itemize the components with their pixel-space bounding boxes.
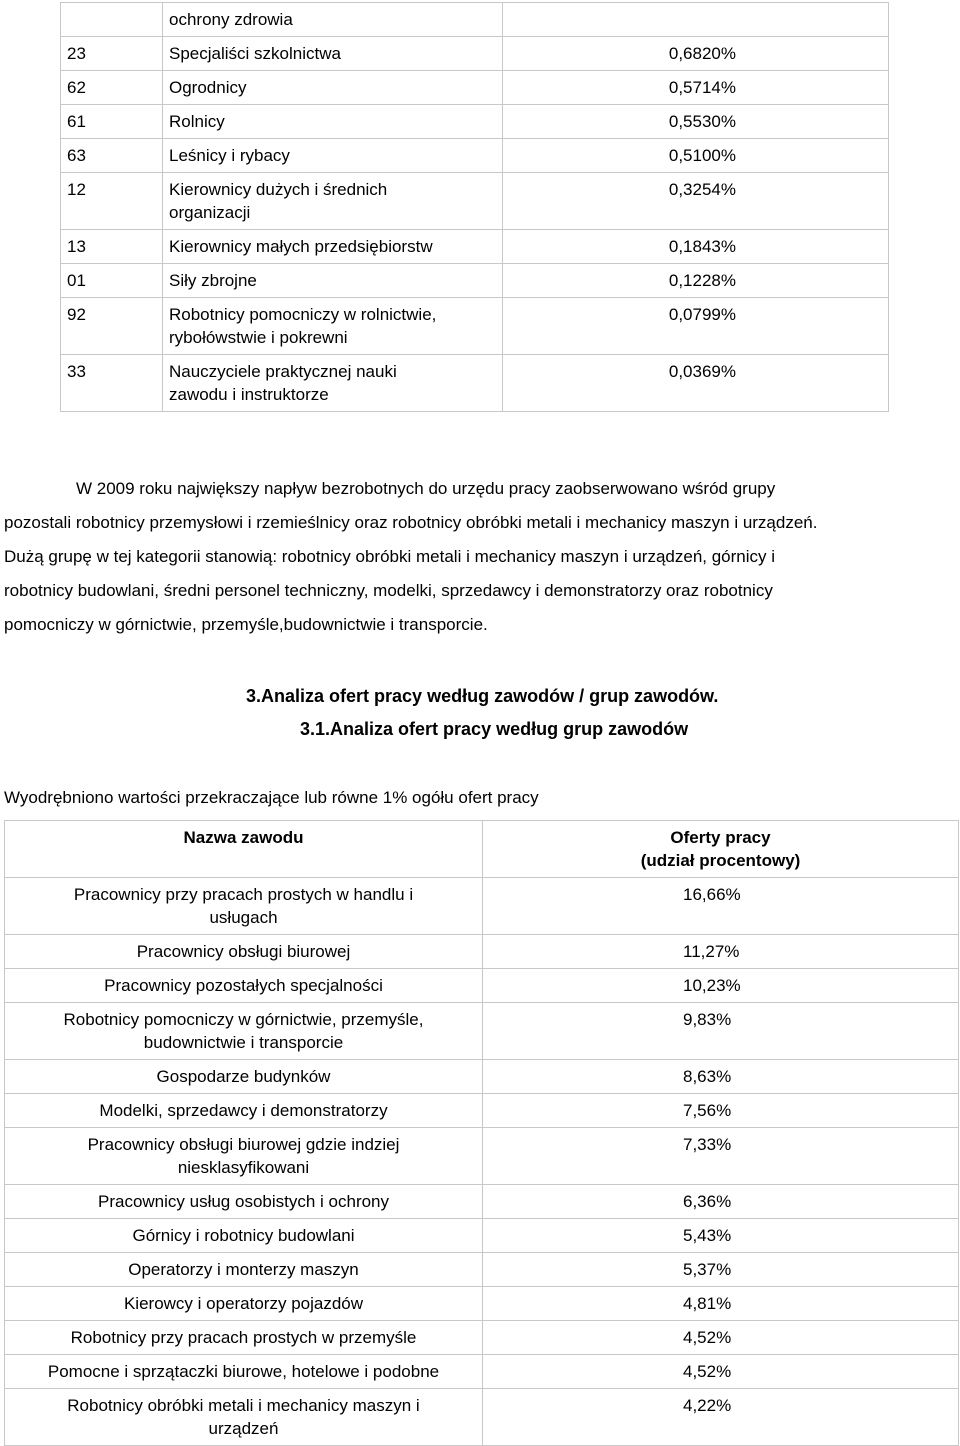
header-line: (udział procentowy): [640, 851, 801, 870]
occupation-code: 12: [61, 173, 163, 230]
occupation-name: [163, 173, 503, 230]
occupation-line: urządzeń: [208, 1419, 279, 1438]
table-row: [5, 1321, 959, 1355]
offer-share: 11,27%: [483, 935, 959, 969]
table-row: [5, 878, 959, 935]
table-row: [61, 105, 889, 139]
table-row: [5, 1355, 959, 1389]
occupation-percent: 0,5530%: [503, 105, 889, 139]
paragraph-line: W 2009 roku największy napływ bezrobotnych do urzędu pracy zaobserwowano wśród grupy: [76, 479, 776, 498]
occupation-percent: 0,0799%: [503, 298, 889, 355]
summary-paragraph: [4, 472, 956, 642]
occupation-percent: 0,6820%: [503, 37, 889, 71]
table-row: [5, 1253, 959, 1287]
occupation-name: [163, 230, 503, 264]
offer-share: 5,37%: [483, 1253, 959, 1287]
paragraph-line: pomocniczy w górnictwie, przemyśle,budownictwie i transporcie.: [4, 615, 488, 634]
occupation-percent: [503, 3, 889, 37]
table-row: [5, 1094, 959, 1128]
offer-occupation: [5, 1389, 483, 1446]
occupation-percent: 0,3254%: [503, 173, 889, 230]
occupation-code: 61: [61, 105, 163, 139]
table-row: [5, 1003, 959, 1060]
occupation-percent: 0,5714%: [503, 71, 889, 105]
table-row: [5, 1389, 959, 1446]
offer-share: 8,63%: [483, 1060, 959, 1094]
occupation-name-line: ochrony zdrowia: [169, 10, 293, 29]
header-line: Oferty pracy: [670, 828, 771, 847]
offer-share: 5,43%: [483, 1219, 959, 1253]
offer-occupation: [5, 878, 483, 935]
occupation-percent: 0,0369%: [503, 355, 889, 412]
table-intro-text: Wyodrębniono wartości przekraczające lub równe 1% ogółu ofert pracy: [4, 788, 539, 807]
occupation-code: 23: [61, 37, 163, 71]
offer-share: 4,81%: [483, 1287, 959, 1321]
occupation-name-line: Leśnicy i rybacy: [169, 146, 290, 165]
occupation-line: Pracownicy usług osobistych i ochrony: [97, 1192, 390, 1211]
offer-share: 16,66%: [483, 878, 959, 935]
table-row: [5, 1128, 959, 1185]
offer-occupation: [5, 935, 483, 969]
occupation-name: [163, 37, 503, 71]
offer-share: 9,83%: [483, 1003, 959, 1060]
offer-occupation: [5, 1185, 483, 1219]
table-row: [61, 3, 889, 37]
table-row: [61, 264, 889, 298]
occupation-line: Pracownicy przy pracach prostych w handlu i: [73, 885, 414, 904]
table-header-row: [5, 821, 959, 878]
table-row: [5, 969, 959, 1003]
table-row: [61, 298, 889, 355]
subsection-number: 3.1.: [300, 719, 331, 739]
occupation-name: [163, 71, 503, 105]
occupation-name-line: Kierownicy dużych i średnich: [169, 180, 388, 199]
occupation-percent: 0,5100%: [503, 139, 889, 173]
paragraph-line: pozostali robotnicy przemysłowi i rzemieślnicy oraz robotnicy obróbki metali i mechanicy maszyn i urządzeń.: [4, 513, 818, 532]
occupation-name-line: Kierownicy małych przedsiębiorstw: [169, 237, 433, 256]
occupation-code: 92: [61, 298, 163, 355]
occupation-name: [163, 264, 503, 298]
occupation-line: niesklasyfikowani: [177, 1158, 310, 1177]
occupation-percent: 0,1843%: [503, 230, 889, 264]
offer-occupation: [5, 1253, 483, 1287]
occupation-line: Robotnicy pomocniczy w górnictwie, przemyśle,: [63, 1010, 424, 1029]
table-row: [61, 139, 889, 173]
table-row: [5, 935, 959, 969]
table-row: [5, 1060, 959, 1094]
table-row: [61, 71, 889, 105]
offer-occupation: [5, 1219, 483, 1253]
offer-occupation: [5, 1287, 483, 1321]
table-row: [61, 355, 889, 412]
offer-occupation: [5, 1128, 483, 1185]
offer-occupation: [5, 1060, 483, 1094]
occupation-name: [163, 3, 503, 37]
occupation-line: usługach: [209, 908, 278, 927]
subsection-heading: [300, 717, 688, 741]
section-heading: [246, 684, 718, 708]
offer-share: 4,52%: [483, 1321, 959, 1355]
table-row: [61, 173, 889, 230]
occupation-name-line: Robotnicy pomocniczy w rolnictwie,: [169, 305, 437, 324]
occupation-name: [163, 298, 503, 355]
offer-occupation: [5, 1003, 483, 1060]
occupation-line: budownictwie i transporcie: [143, 1033, 344, 1052]
occupation-name: [163, 355, 503, 412]
occupation-name-line: Siły zbrojne: [169, 271, 257, 290]
table-row: [5, 1219, 959, 1253]
paragraph-line: Dużą grupę w tej kategorii stanowią: robotnicy obróbki metali i mechanicy maszyn i urządzeń, górnicy i: [4, 547, 776, 566]
occupation-name-line: Rolnicy: [169, 112, 225, 131]
occupation-name-line: rybołówstwie i pokrewni: [169, 328, 348, 347]
offer-share: 4,22%: [483, 1389, 959, 1446]
offer-occupation: [5, 1355, 483, 1389]
job-offers-table: [4, 820, 959, 1446]
occupation-line: Górnicy i robotnicy budowlani: [132, 1226, 355, 1245]
table-row: [5, 1287, 959, 1321]
occupation-code: 33: [61, 355, 163, 412]
occupation-name: [163, 105, 503, 139]
occupation-line: Pracownicy pozostałych specjalności: [104, 976, 383, 995]
occupation-code: 13: [61, 230, 163, 264]
offer-occupation: [5, 969, 483, 1003]
occupation-line: Robotnicy obróbki metali i mechanicy maszyn i: [67, 1396, 420, 1415]
occupation-name: [163, 139, 503, 173]
occupation-name-line: Ogrodnicy: [169, 78, 247, 97]
table-row: [61, 230, 889, 264]
occupation-name-line: Nauczyciele praktycznej nauki: [169, 362, 397, 381]
occupation-code: 63: [61, 139, 163, 173]
top-occupation-table: [60, 2, 889, 412]
offer-occupation: [5, 1094, 483, 1128]
occupation-code: 01: [61, 264, 163, 298]
occupation-name-line: organizacji: [169, 203, 251, 222]
occupation-line: Pracownicy obsługi biurowej: [136, 942, 351, 961]
offer-share: 4,52%: [483, 1355, 959, 1389]
offer-share: 7,56%: [483, 1094, 959, 1128]
occupation-name-line: zawodu i instruktorze: [169, 385, 329, 404]
occupation-name-line: Specjaliści szkolnictwa: [169, 44, 341, 63]
occupation-line: Pomocne i sprzątaczki biurowe, hotelowe i podobne: [47, 1362, 440, 1381]
table-row: [61, 37, 889, 71]
paragraph-line: robotnicy budowlani, średni personel techniczny, modelki, sprzedawcy i demonstratorzy oraz robotnicy: [4, 581, 773, 600]
subsection-title: Analiza ofert pracy według grup zawodów: [330, 719, 689, 739]
occupation-percent: 0,1228%: [503, 264, 889, 298]
occupation-code: 62: [61, 71, 163, 105]
offer-share: 6,36%: [483, 1185, 959, 1219]
offer-share: 7,33%: [483, 1128, 959, 1185]
section-number: 3.: [246, 686, 262, 706]
offer-share: 10,23%: [483, 969, 959, 1003]
occupation-line: Kierowcy i operatorzy pojazdów: [123, 1294, 364, 1313]
column-header-name: Nazwa zawodu: [5, 821, 483, 878]
occupation-code: [61, 3, 163, 37]
occupation-line: Modelki, sprzedawcy i demonstratorzy: [99, 1101, 388, 1120]
section-title: Analiza ofert pracy według zawodów / grup zawodów.: [261, 686, 719, 706]
table-row: [5, 1185, 959, 1219]
offer-occupation: [5, 1321, 483, 1355]
occupation-line: Robotnicy przy pracach prostych w przemyśle: [70, 1328, 417, 1347]
occupation-line: Gospodarze budynków: [156, 1067, 331, 1086]
column-header-value: [483, 821, 959, 878]
occupation-line: Pracownicy obsługi biurowej gdzie indziej: [87, 1135, 400, 1154]
occupation-line: Operatorzy i monterzy maszyn: [128, 1260, 359, 1279]
